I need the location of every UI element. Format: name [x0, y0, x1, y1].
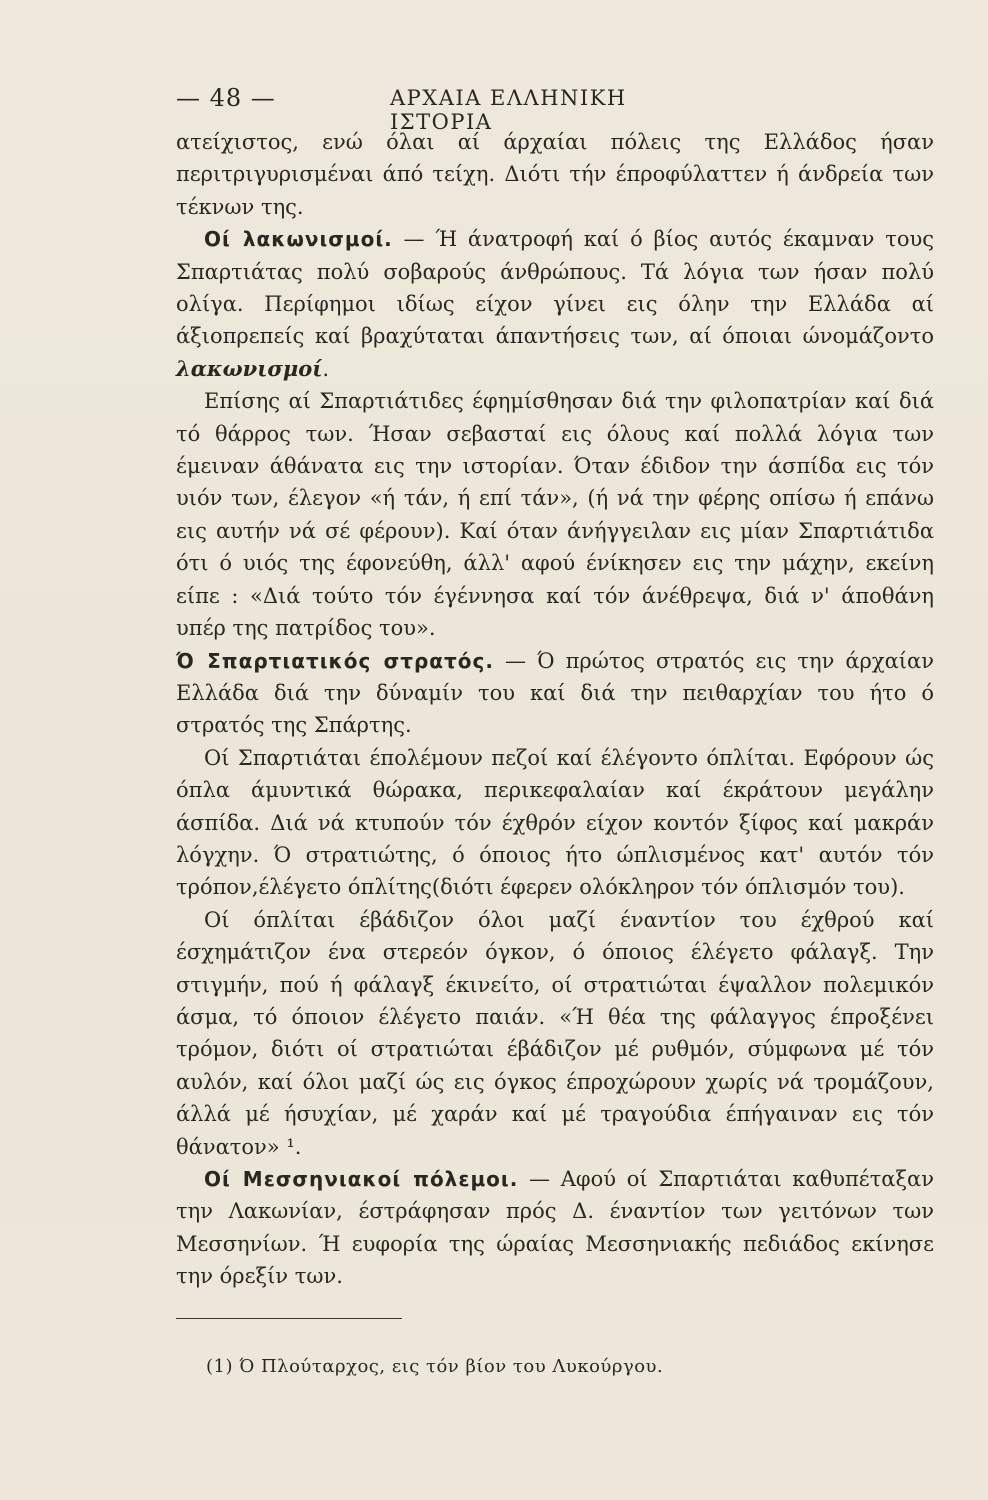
footnote-divider: [176, 1318, 402, 1319]
paragraph-text: Οί όπλίται έβάδιζον όλοι μαζί έναντίον του έχθρού καί έσχημάτιζον ένα στερεόν όγκον, ό όποιος έλέγετο φάλαγξ. Την στιγμήν, πού ή φάλαγξ έκινείτο, οί στρατιώται έψαλλον πολεμικόν άσμα, τό όποιον έλέγετο παιάν. «Ή θέα της φάλαγγος έπροξένει τρόμον, διότι οί στρατιώται έβάδιζον μέ ρυθμόν, σύμφωνα μέ τόν αυλόν, καί όλοι μαζί ώς εις όγκος έπροχώρουν χωρίς νά τρομάζουν, άλλά μέ ήσυχίαν, μέ χαράν καί μέ τραγούδια έπήγαιναν εις τόν θάνατον» ¹.: [176, 907, 934, 1159]
paragraph-messenian-wars: [176, 1163, 934, 1293]
footnote: (1) Ό Πλούταρχος, εις τόν βίον του Λυκούργου.: [206, 1356, 664, 1377]
section-heading-spartan-army: Ό Σπαρτιατικός στρατός.: [176, 648, 494, 673]
paragraph-tail: .: [322, 356, 330, 381]
body-text: [176, 126, 934, 1293]
page-number: — 48 —: [176, 84, 276, 112]
paragraph-text: — Ό πρώτος στρατός εις την άρχαίαν Ελλάδα διά την δύναμίν του καί διά την πειθαρχίαν του ήτο ό στρατός της Σπάρτης.: [176, 648, 934, 738]
section-heading-messenian-wars: Οί Μεσσηνιακοί πόλεμοι.: [204, 1167, 519, 1191]
paragraph-text: Επίσης αί Σπαρτιάτιδες έφημίσθησαν διά την φιλοπατρίαν καί διά τό θάρρος των. Ήσαν σεβασταί εις όλους καί πολλά λόγια των έμειναν άθάνατα εις την ιστορίαν. Όταν έδιδον την άσπίδα εις τόν υιόν των, έλεγον «ή τάν, ή επί τάν», (ή νά την φέρης οπίσω ή επάνω εις αυτήν νά σέ φέρουν). Καί όταν άνήγγειλαν εις μίαν Σπαρτιάτιδα ότι ό υιός της έφονεύθη, άλλ' αφού ένίκησεν εις την μάχην, εκείνη είπε : «Διά τούτο τόν έγέννησα καί τόν άνέθρεψα, διά ν' άποθάνη υπέρ της πατρίδος του».: [176, 389, 934, 641]
paragraph-text: Οί Σπαρτιάται έπολέμουν πεζοί καί έλέγοντο όπλίται. Εφόρουν ώς όπλα άμυντικά θώρακα, περικεφαλαίαν καί έκράτουν μεγάλην άσπίδα. Διά νά κτυπούν τόν έχθρόν είχον κοντόν ξίφος καί μακράν λόγχην. Ό στρατιώτης, ό όποιος ήτο ώπλισμένος κατ' αυτόν τόν τρόπον,έλέγετο όπλίτης(διότι έφερεν ολόκληρον τόν όπλισμόν του).: [176, 745, 934, 900]
running-title: ΑΡΧΑΙΑ ΕΛΛΗΝΙΚΗ ΙΣΤΟΡΙΑ: [390, 86, 627, 134]
paragraph-spartan-women: [176, 385, 934, 644]
paragraph-text: — Ή άνατροφή καί ό βίος αυτός έκαμναν τους Σπαρτιάτας πολύ σοβαρούς άνθρώπους. Τά λόγια των ήσαν πολύ ολίγα. Περίφημοι ιδίως είχον γίνει εις όλην την Ελλάδα αί άξιοπρεπείς καί βραχύταται άπαντήσεις των, αί όποιαι ώνομάζοντο: [176, 227, 935, 349]
paragraph-phalanx: [176, 904, 934, 1163]
section-heading-laconisms: Οί λακωνισμοί.: [204, 227, 393, 252]
paragraph-hoplites: [176, 742, 934, 904]
page-header: [176, 84, 736, 134]
paragraph-spartan-army: [176, 645, 934, 742]
paragraph-text: — Αφού οί Σπαρτιάται καθυπέταξαν την Λακωνίαν, έστράφησαν πρός Δ. έναντίον των γειτόνων των Μεσσηνίων. Ή ευφορία της ώραίας Μεσσηνιακής πεδιάδος εκίνησε την όρεξίν των.: [176, 1167, 935, 1289]
paragraph-text: ατείχιστος, ενώ όλαι αί άρχαίαι πόλεις της Ελλάδος ήσαν περιτριγυρισμέναι άπό τείχη. Διότι τήν έπροφύλαττεν ή άνδρεία των τέκνων της.: [176, 130, 934, 219]
term-laconisms: λακωνισμοί: [176, 355, 323, 381]
paragraph-continuation: [176, 126, 934, 223]
paragraph-laconisms: [176, 223, 934, 385]
